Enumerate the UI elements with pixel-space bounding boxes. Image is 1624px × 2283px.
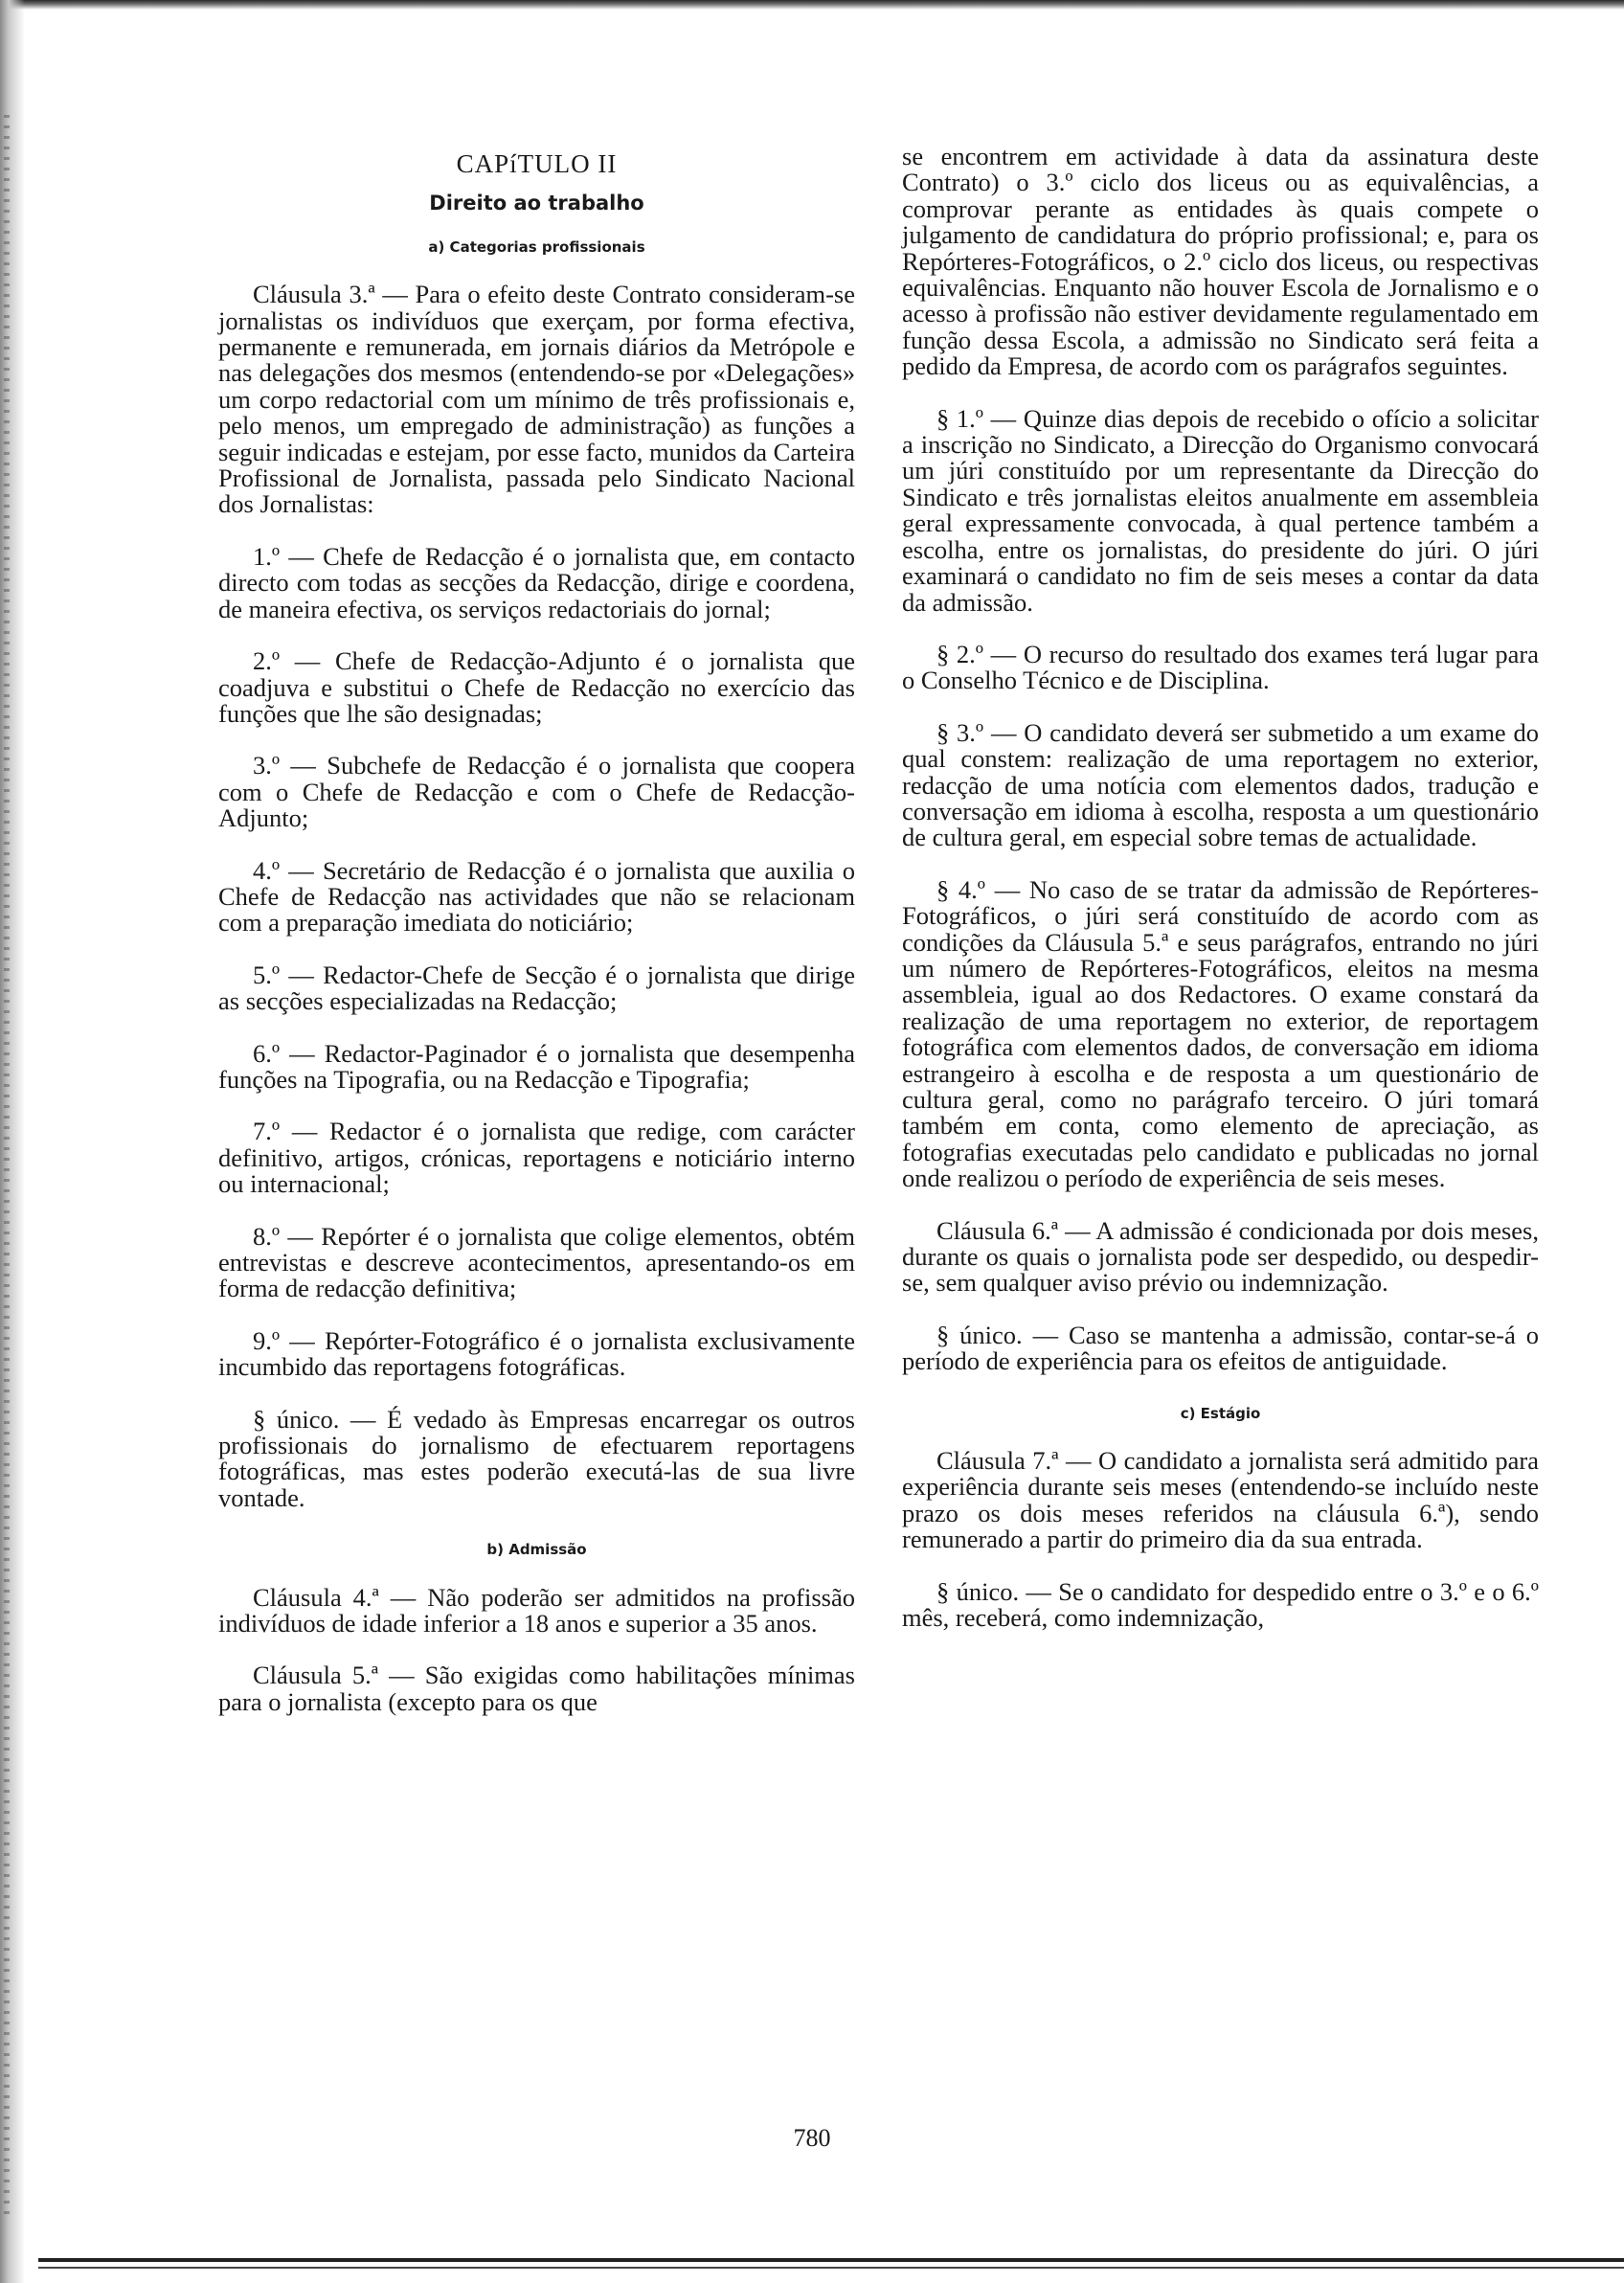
item-4: 4.º — Secretário de Redacção é o jornalista que auxilia o Chefe de Redacção nas actividades que não se relacionam com a preparação imediata do noticiário;: [218, 855, 855, 938]
section-title: Direito ao trabalho: [429, 192, 644, 215]
item-8: 8.º — Repórter é o jornalista que colige elementos, obtém entrevistas e descreve acontecimentos, apresentando-os em forma de redacção definitiva;: [218, 1221, 855, 1303]
scan-border-top: [0, 0, 1624, 10]
item-5: 5.º — Redactor-Chefe de Secção é o jornalista que dirige as secções especializadas na Redacção;: [218, 960, 855, 1016]
paragraph-1: § 1.º — Quinze dias depois de recebido o ofício a solicitar a inscrição no Sindicato, a Direcção do Organismo convocará um júri constituído por um representante da Direcção do Sindicato e três jornalistas eleitos anualmente em assembleia geral expressamente convocada, à qual pertence também a escolha, entre os jornalistas, do presidente do júri. O júri examinará o candidato no fim de seis meses a contar da data da admissão.: [902, 403, 1539, 617]
unico-admissao: § único. — Caso se mantenha a admissão, contar-se-á o período de experiência para os efeitos de antiguidade.: [902, 1320, 1539, 1376]
bottom-rule-secondary: [38, 2267, 1624, 2269]
paragraph-3: § 3.º — O candidato deverá ser submetido a um exame do qual constem: realização de uma reportagem no exterior, redacção de uma notícia com elementos dados, tradução e conversação em idioma à escolha, resposta a um questionário de cultura geral, em especial sobre temas de actualidade.: [902, 717, 1539, 852]
subsection-estagio: c) Estágio: [1180, 1404, 1261, 1422]
subsection-admissao: b) Admissão: [486, 1541, 587, 1559]
item-6: 6.º — Redactor-Paginador é o jornalista que desempenha funções na Tipografia, ou na Redacção e Tipografia;: [218, 1038, 855, 1094]
paragraph-4: § 4.º — No caso de se tratar da admissão de Repórteres-Fotográficos, o júri será constituído de acordo com as condições da Cláusula 5.ª e seus parágrafos, entrando no júri um número de Repórteres-Fotográficos, eleitos na mesma assembleia, igual ao dos Redactores. O exame constará da realização de uma reportagem no exterior, de reportagem fotográfica com elementos dados, de conversação em idioma estrangeiro à escolha e de resposta a um questionário de cultura geral, como no parágrafo terceiro. O júri tomará também em conta, como elemento de apreciação, as fotografias executadas pelo candidato e publicadas no jornal onde realizou o período de experiência de seis meses.: [902, 874, 1539, 1193]
clausula-6: Cláusula 6.ª — A admissão é condicionada por dois meses, durante os quais o jornalista pode ser despedido, ou despedir-se, sem qualquer aviso prévio ou indemnização.: [902, 1215, 1539, 1298]
item-1: 1.º — Chefe de Redacção é o jornalista que, em contacto directo com todas as secções da Redacção, dirige e coordena, de maneira efectiva, os serviços redactoriais do jornal;: [218, 541, 855, 623]
paragraph-2: § 2.º — O recurso do resultado dos exames terá lugar para o Conselho Técnico e de Disciplina.: [902, 639, 1539, 695]
left-column: [218, 144, 855, 1741]
item-7: 7.º — Redactor é o jornalista que redige, com carácter definitivo, artigos, crónicas, reportagens e noticiário interno ou internacional;: [218, 1117, 855, 1199]
item-3: 3.º — Subchefe de Redacção é o jornalista que coopera com o Chefe de Redacção e com o Chefe de Redacção-Adjunto;: [218, 751, 855, 833]
bottom-rule: [38, 2258, 1624, 2262]
clausula-5-continuation: se encontrem em actividade à data da assinatura deste Contrato) o 3.º ciclo dos liceus ou as equivalências, a comprovar perante as entidades às quais compete o julgamento de candidatura do próprio profissional; e, para os Repórteres-Fotográficos, o 2.º ciclo dos liceus, ou respectivas equivalências. Enquanto não houver Escola de Jornalismo e o acesso à profissão não estiver devidamente regulamentado em função dessa Escola, a admissão no Sindicato será feita a pedido da Empresa, de acordo com os parágrafos seguintes.: [902, 142, 1539, 381]
item-9: 9.º — Repórter-Fotográfico é o jornalista exclusivamente incumbido das reportagens fotográficas.: [218, 1325, 855, 1382]
clausula-7: Cláusula 7.ª — O candidato a jornalista será admitido para experiência durante seis meses (entendendo-se incluído neste prazo os dois meses referidos na cláusula 6.ª), sendo remunerado a partir do primeiro dia da sua entrada.: [902, 1446, 1539, 1554]
clausula-5-start: Cláusula 5.ª — São exigidas como habilitações mínimas para o jornalista (excepto para os que: [218, 1661, 855, 1716]
unico-estagio: § único. — Se o candidato for despedido entre o 3.º e o 6.º mês, receberá, como indemnização,: [902, 1576, 1539, 1633]
unico-categorias: § único. — É vedado às Empresas encarregar os outros profissionais do jornalismo de efectuarem reportagens fotográficas, mas estes poderão executá-las de sua livre vontade.: [218, 1404, 855, 1512]
item-2: 2.º — Chefe de Redacção-Adjunto é o jornalista que coadjuva e substitui o Chefe de Redacção no exercício das funções que lhe são designadas;: [218, 646, 855, 728]
subsection-categorias: a) Categorias profissionais: [428, 237, 645, 256]
chapter-title: CAPíTULO II: [456, 149, 618, 178]
clausula-4: Cláusula 4.ª — Não poderão ser admitidos na profissão indivíduos de idade inferior a 18 anos e superior a 35 anos.: [218, 1582, 855, 1639]
page-number: 780: [793, 2124, 831, 2152]
clausula-3: Cláusula 3.ª — Para o efeito deste Contrato consideram-se jornalistas os indivíduos que exerçam, por forma efectiva, permanente e remunerada, em jornais diários da Metrópole e nas delegações dos mesmos (entendendo-se por «Delegações» um corpo redactorial com um mínimo de três profissionais e, pelo menos, um empregado de administração) as funções a seguir indicadas e estejam, por esse facto, munidos da Carteira Profissional de Jornalista, passada pelo Sindicato Nacional dos Jornalistas:: [218, 280, 855, 519]
scan-border-left: [0, 0, 25, 2283]
right-column: [902, 144, 1539, 1658]
